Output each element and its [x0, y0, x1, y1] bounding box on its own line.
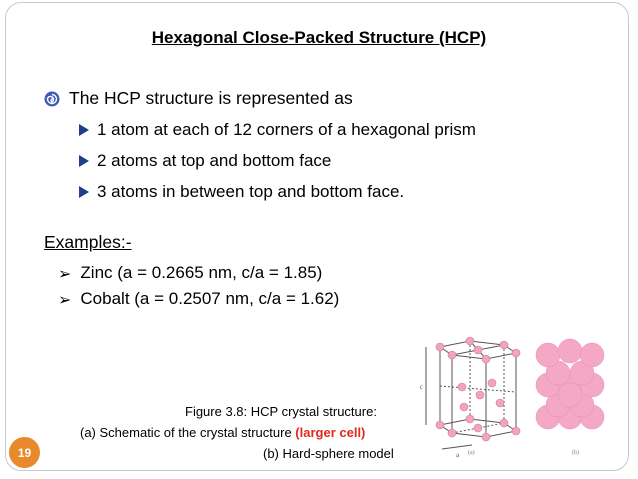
example-item [58, 289, 339, 309]
example-text: Zinc (a = 0.2665 nm, c/a = 1.85) [80, 263, 323, 282]
caption-highlight: (larger cell) [295, 425, 366, 440]
list-item [79, 182, 404, 202]
swirl-bullet-icon [44, 91, 60, 107]
hcp-atoms [436, 337, 520, 441]
dimension-a-label: a [456, 451, 460, 459]
triangle-bullet-icon [79, 124, 89, 136]
point-text: 3 atoms in between top and bottom face. [97, 182, 405, 201]
point-text: 2 atoms at top and bottom face [97, 151, 332, 170]
list-item [79, 120, 476, 140]
example-text: Cobalt (a = 0.2507 nm, c/a = 1.62) [80, 289, 340, 308]
hcp-schematic [426, 341, 516, 449]
point-text: 1 atom at each of 12 corners of a hexagonal prism [97, 120, 476, 139]
dimension-c-label: c [420, 383, 424, 391]
hard-sphere-model [536, 339, 604, 429]
arrowhead-bullet-icon: ➢ [58, 263, 72, 283]
slide-title: Hexagonal Close-Packed Structure (HCP) [151, 28, 487, 47]
slide-number-badge: 19 [9, 437, 40, 468]
list-item [79, 151, 331, 171]
figure-caption-line1: Figure 3.8: HCP crystal structure: [185, 404, 377, 419]
hcp-figure [412, 333, 622, 463]
caption-prefix: (a) Schematic of the crystal structure [80, 425, 296, 440]
figure-caption-line3: (b) Hard-sphere model [263, 446, 394, 461]
intro-bullet [44, 88, 353, 109]
examples-heading: Examples:- [44, 232, 132, 252]
triangle-bullet-icon [79, 155, 89, 167]
arrowhead-bullet-icon: ➢ [58, 289, 72, 309]
figure-caption-line2 [80, 425, 365, 440]
triangle-bullet-icon [79, 186, 89, 198]
example-item [58, 263, 322, 283]
figure-label-a: (a) [468, 450, 475, 456]
intro-text: The HCP structure is represented as [69, 88, 353, 108]
figure-label-b: (b) [572, 450, 579, 456]
